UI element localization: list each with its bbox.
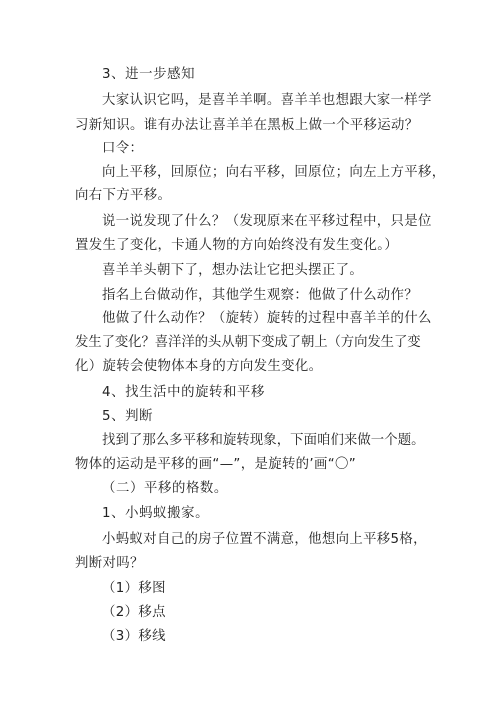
- paragraph-line: 大家认识它吗，是喜羊羊啊。喜羊羊也想跟大家一样学: [102, 93, 432, 108]
- paragraph-line: 找到了那么多平移和旋转现象，下面咱们来做一个题。: [102, 433, 425, 448]
- paragraph-line: 喜羊羊头朝下了，想办法让它把头摆正了。: [102, 263, 364, 278]
- paragraph-line: 发生了变化？喜洋洋的头从朝下变成了朝上（方向发生了变: [75, 335, 421, 350]
- paragraph-line: 向上平移，回原位；向右平移，回原位；向左上方平移，: [102, 165, 446, 180]
- paragraph-line: 他做了什么动作？（旋转）旋转的过程中喜羊羊的什么: [102, 311, 432, 326]
- section-heading-judge: 5、判断: [102, 409, 154, 424]
- section-heading-find-rotation: 4、找生活中的旋转和平移: [102, 385, 266, 400]
- list-item-move-figure: （1）移图: [102, 581, 166, 596]
- paragraph-line: 小蚂蚁对自己的房子位置不满意，他想向上平移5格，: [102, 532, 427, 547]
- paragraph-line: 说一说发现了什么？（发现原来在平移过程中，只是位: [102, 214, 432, 229]
- paragraph-line: 口令：: [102, 141, 144, 156]
- list-item-move-line: （3）移线: [102, 629, 166, 644]
- section-heading-further-perception: 3、进一步感知: [102, 67, 196, 82]
- list-item-move-point: （2）移点: [102, 605, 166, 620]
- paragraph-line: 化）旋转会使物体本身的方向发生变化。: [75, 359, 323, 374]
- paragraph-line: 习新知识。谁有办法让喜羊羊在黑板上做一个平移运动？: [75, 118, 419, 133]
- section-heading-translation-grids: （二）平移的格数。: [102, 481, 228, 496]
- paragraph-line: 置发生了变化，卡通人物的方向始终没有发生变化。）: [75, 238, 399, 253]
- paragraph-line: 向右下方平移。: [75, 188, 172, 203]
- section-heading-little-ant: 1、小蚂蚁搬家。: [102, 506, 210, 521]
- paragraph-line: 物体的运动是平移的画“—”，是旋转的’画“〇”: [75, 457, 357, 472]
- paragraph-line: 指名上台做动作，其他学生观察：他做了什么动作？: [102, 288, 419, 303]
- paragraph-line: 判断对吗？: [75, 556, 144, 571]
